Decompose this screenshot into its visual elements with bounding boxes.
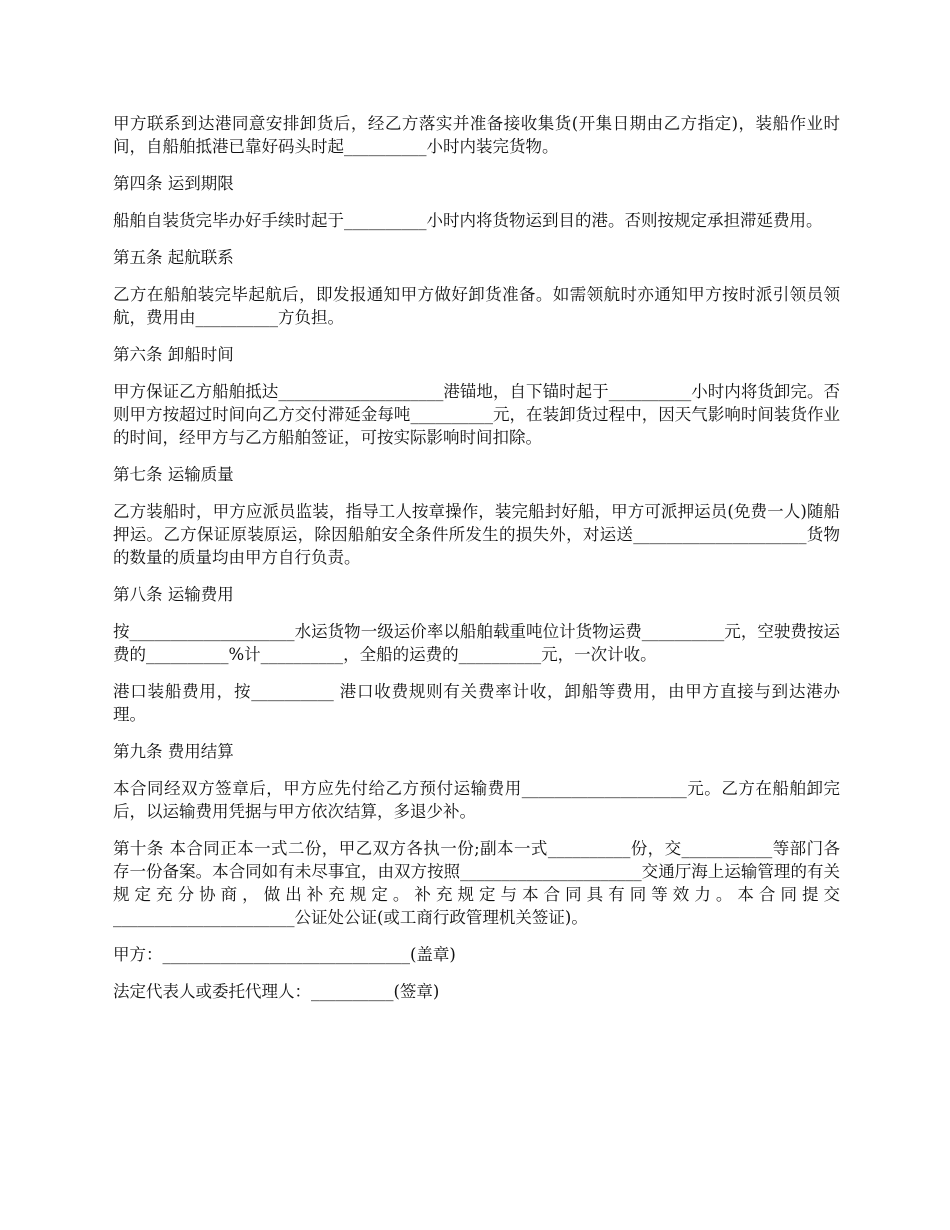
paragraph-port-fees: 港口装船费用，按__________ 港口收费规则有关费率计收，卸船等费用，由甲方直接与到达港办理。 (113, 682, 840, 724)
paragraph-settlement: 本合同经双方签章后，甲方应先付给乙方预付运输费用____________________元。乙方在船舶卸完后，以运输费用凭据与甲方依次结算，多退少补。 (113, 779, 840, 821)
paragraph-delivery-deadline: 船舶自装货完毕办好手续时起于__________小时内将货物运到目的港。否则按规定承担滞延费用。 (113, 211, 823, 230)
heading-article-4: 第四条 运到期限 (113, 174, 234, 193)
heading-article-9: 第九条 费用结算 (113, 742, 234, 761)
signature-party-a: 甲方：______________________________(盖章) (113, 945, 456, 964)
paragraph-unloading-time: 甲方保证乙方船舶抵达____________________港锚地，自下锚时起于__________小时内将货卸完。否则甲方按超过时间向乙方交付滞延金每吨__________元，在装卸货过程中，因天气影响时间装货作业的时间，经甲方与乙方船舶签证，可按实际影响时间扣除。 (113, 382, 840, 447)
document-body (113, 112, 840, 1017)
heading-article-6: 第六条 卸船时间 (113, 345, 234, 364)
paragraph-departure-contact: 乙方在船舶装完毕起航后，即发报通知甲方做好卸货准备。如需领航时亦通知甲方按时派引领员领航，费用由__________方负担。 (113, 285, 840, 327)
paragraph-transport-quality: 乙方装船时，甲方应派员监装，指导工人按章操作，装完船封好船，甲方可派押运员(免费一人)随船押运。乙方保证原装原运，除因船舶安全条件所发生的损失外，对运送_____________________货物的数量的质量均由甲方自行负责。 (113, 502, 840, 567)
heading-article-7: 第七条 运输质量 (113, 465, 234, 484)
paragraph-freight-rate: 按____________________水运货物一级运价率以船舶载重吨位计货物运费__________元，空驶费按运费的__________%计__________，全船的运费的__________元，一次计收。 (113, 622, 840, 664)
paragraph-loading-time: 甲方联系到达港同意安排卸货后，经乙方落实并准备接收集货(开集日期由乙方指定)，装船作业时间，自船舶抵港已靠好码头时起__________小时内装完货物。 (113, 114, 840, 156)
paragraph-article-10: 第十条 本合同正本一式二份，甲乙双方各执一份;副本一式__________份，交___________等部门各存一份备案。本合同如有未尽事宜，由双方按照______________________交通厅海上运输管理的有关规定充分协商，做出补充规定。补充规定与本合同具有同等效力。本合同提交______________________公证处公证(或工商行政管理机关签证)。 (113, 839, 840, 927)
heading-article-8: 第八条 运输费用 (113, 585, 234, 604)
heading-article-5: 第五条 起航联系 (113, 248, 234, 267)
signature-legal-representative: 法定代表人或委托代理人：__________(签章) (113, 982, 440, 1001)
